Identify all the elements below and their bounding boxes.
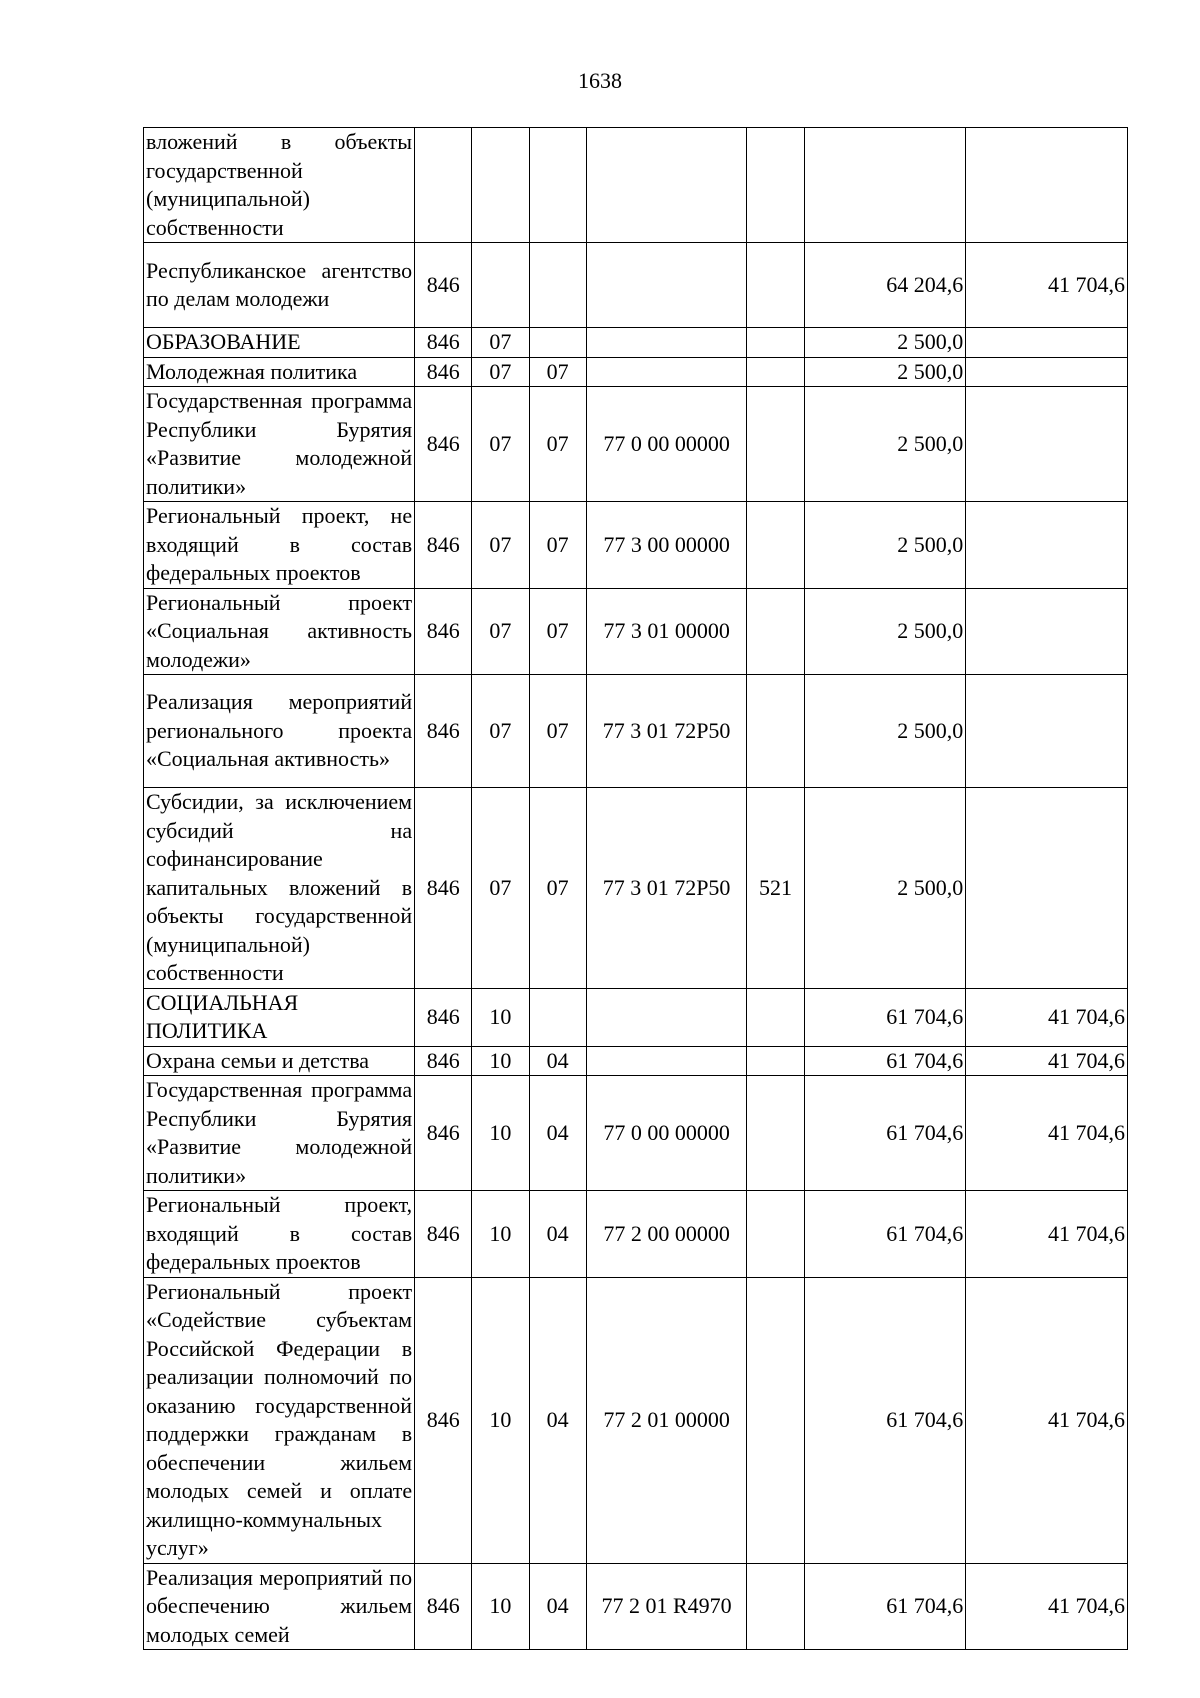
table-row <box>144 243 1128 328</box>
expense-type-cell <box>747 1191 804 1278</box>
target-article-cell <box>586 128 747 243</box>
ministry-code-cell: 846 <box>415 675 472 788</box>
table-row <box>144 1191 1128 1278</box>
target-article-cell: 77 3 01 72Р50 <box>586 788 747 989</box>
expense-type-cell <box>747 1046 804 1076</box>
amount-1-cell: 61 704,6 <box>804 1191 966 1278</box>
ministry-code-cell: 846 <box>415 788 472 989</box>
subsection-code-cell: 07 <box>529 788 586 989</box>
expense-type-cell <box>747 1563 804 1650</box>
expense-type-cell <box>747 387 804 502</box>
table-row <box>144 588 1128 675</box>
subsection-code-cell: 04 <box>529 1191 586 1278</box>
ministry-code-cell: 846 <box>415 988 472 1046</box>
amount-1-cell: 61 704,6 <box>804 988 966 1046</box>
amount-1-cell: 61 704,6 <box>804 1563 966 1650</box>
subsection-code-cell <box>529 128 586 243</box>
amount-2-cell <box>966 588 1128 675</box>
expense-type-cell <box>747 675 804 788</box>
ministry-code-cell: 846 <box>415 1277 472 1563</box>
target-article-cell: 77 0 00 00000 <box>586 387 747 502</box>
amount-1-cell: 61 704,6 <box>804 1277 966 1563</box>
amount-1-cell: 2 500,0 <box>804 387 966 502</box>
ministry-code-cell <box>415 128 472 243</box>
amount-1-cell: 61 704,6 <box>804 1076 966 1191</box>
section-code-cell: 07 <box>472 588 529 675</box>
amount-2-cell <box>966 387 1128 502</box>
target-article-cell: 77 3 00 00000 <box>586 502 747 589</box>
target-article-cell: 77 3 01 00000 <box>586 588 747 675</box>
row-name-cell: Субсидии, за исключением субсидий на софинансирование капитальных вложений в объекты государственной (муниципальной) собственности <box>144 788 415 989</box>
table-row <box>144 357 1128 387</box>
target-article-cell: 77 0 00 00000 <box>586 1076 747 1191</box>
subsection-code-cell: 07 <box>529 357 586 387</box>
ministry-code-cell: 846 <box>415 1191 472 1278</box>
subsection-code-cell: 04 <box>529 1563 586 1650</box>
expense-type-cell <box>747 328 804 358</box>
row-name-cell: Региональный проект, не входящий в состав федеральных проектов <box>144 502 415 589</box>
ministry-code-cell: 846 <box>415 357 472 387</box>
subsection-code-cell: 07 <box>529 387 586 502</box>
amount-1-cell: 2 500,0 <box>804 328 966 358</box>
subsection-code-cell: 07 <box>529 502 586 589</box>
row-name-cell: Региональный проект «Содействие субъектам Российской Федерации в реализации полномочий по оказанию государственной поддержки гражданам в обеспечении жильем молодых семей и оплате жилищно-коммунальных услуг» <box>144 1277 415 1563</box>
section-code-cell: 07 <box>472 788 529 989</box>
table-row <box>144 675 1128 788</box>
subsection-code-cell: 04 <box>529 1076 586 1191</box>
target-article-cell: 77 2 01 00000 <box>586 1277 747 1563</box>
amount-1-cell: 61 704,6 <box>804 1046 966 1076</box>
row-name-cell: вложений в объекты государственной (муниципальной) собственности <box>144 128 415 243</box>
amount-2-cell: 41 704,6 <box>966 1277 1128 1563</box>
table-row <box>144 502 1128 589</box>
target-article-cell <box>586 988 747 1046</box>
expense-type-cell <box>747 502 804 589</box>
section-code-cell: 07 <box>472 328 529 358</box>
row-name-cell: Республиканское агентство по делам молодежи <box>144 243 415 328</box>
expense-type-cell <box>747 988 804 1046</box>
amount-1-cell: 2 500,0 <box>804 788 966 989</box>
table-row <box>144 988 1128 1046</box>
amount-2-cell <box>966 328 1128 358</box>
amount-2-cell <box>966 788 1128 989</box>
expense-type-cell <box>747 588 804 675</box>
row-name-cell: Региональный проект «Социальная активность молодежи» <box>144 588 415 675</box>
subsection-code-cell: 04 <box>529 1277 586 1563</box>
section-code-cell: 07 <box>472 502 529 589</box>
table-row <box>144 128 1128 243</box>
amount-1-cell: 64 204,6 <box>804 243 966 328</box>
section-code-cell: 07 <box>472 387 529 502</box>
section-code-cell: 10 <box>472 1046 529 1076</box>
ministry-code-cell: 846 <box>415 1563 472 1650</box>
ministry-code-cell: 846 <box>415 502 472 589</box>
expense-type-cell <box>747 357 804 387</box>
subsection-code-cell: 07 <box>529 675 586 788</box>
subsection-code-cell: 07 <box>529 588 586 675</box>
section-code-cell <box>472 128 529 243</box>
target-article-cell: 77 2 00 00000 <box>586 1191 747 1278</box>
ministry-code-cell: 846 <box>415 387 472 502</box>
table-row <box>144 1277 1128 1563</box>
ministry-code-cell: 846 <box>415 243 472 328</box>
page-number: 1638 <box>578 68 622 93</box>
section-code-cell: 10 <box>472 1191 529 1278</box>
amount-2-cell: 41 704,6 <box>966 1076 1128 1191</box>
row-name-cell: Государственная программа Республики Бурятия «Развитие молодежной политики» <box>144 387 415 502</box>
row-name-cell: СОЦИАЛЬНАЯ ПОЛИТИКА <box>144 988 415 1046</box>
target-article-cell: 77 2 01 R4970 <box>586 1563 747 1650</box>
ministry-code-cell: 846 <box>415 588 472 675</box>
row-name-cell: Реализация мероприятий регионального проекта «Социальная активность» <box>144 675 415 788</box>
amount-1-cell: 2 500,0 <box>804 357 966 387</box>
table-row <box>144 1046 1128 1076</box>
target-article-cell <box>586 1046 747 1076</box>
row-name-cell: Реализация мероприятий по обеспечению жильем молодых семей <box>144 1563 415 1650</box>
amount-2-cell <box>966 128 1128 243</box>
expense-type-cell: 521 <box>747 788 804 989</box>
subsection-code-cell: 04 <box>529 1046 586 1076</box>
target-article-cell <box>586 243 747 328</box>
subsection-code-cell <box>529 988 586 1046</box>
amount-1-cell: 2 500,0 <box>804 502 966 589</box>
target-article-cell <box>586 357 747 387</box>
table-row <box>144 387 1128 502</box>
amount-2-cell: 41 704,6 <box>966 1563 1128 1650</box>
budget-table-body <box>144 128 1128 1650</box>
section-code-cell: 10 <box>472 1277 529 1563</box>
table-row <box>144 1563 1128 1650</box>
row-name-cell: Молодежная политика <box>144 357 415 387</box>
amount-2-cell: 41 704,6 <box>966 243 1128 328</box>
row-name-cell: Государственная программа Республики Бурятия «Развитие молодежной политики» <box>144 1076 415 1191</box>
subsection-code-cell <box>529 243 586 328</box>
section-code-cell <box>472 243 529 328</box>
amount-1-cell: 2 500,0 <box>804 588 966 675</box>
section-code-cell: 10 <box>472 988 529 1046</box>
amount-2-cell <box>966 502 1128 589</box>
section-code-cell: 07 <box>472 357 529 387</box>
row-name-cell: Региональный проект, входящий в состав федеральных проектов <box>144 1191 415 1278</box>
ministry-code-cell: 846 <box>415 1046 472 1076</box>
target-article-cell: 77 3 01 72Р50 <box>586 675 747 788</box>
expense-type-cell <box>747 1277 804 1563</box>
expense-type-cell <box>747 243 804 328</box>
target-article-cell <box>586 328 747 358</box>
table-row <box>144 328 1128 358</box>
section-code-cell: 10 <box>472 1076 529 1191</box>
section-code-cell: 10 <box>472 1563 529 1650</box>
amount-2-cell: 41 704,6 <box>966 988 1128 1046</box>
ministry-code-cell: 846 <box>415 1076 472 1191</box>
expense-type-cell <box>747 128 804 243</box>
row-name-cell: ОБРАЗОВАНИЕ <box>144 328 415 358</box>
expense-type-cell <box>747 1076 804 1191</box>
amount-1-cell <box>804 128 966 243</box>
row-name-cell: Охрана семьи и детства <box>144 1046 415 1076</box>
amount-2-cell: 41 704,6 <box>966 1046 1128 1076</box>
amount-1-cell: 2 500,0 <box>804 675 966 788</box>
ministry-code-cell: 846 <box>415 328 472 358</box>
budget-table <box>143 127 1128 1650</box>
table-row <box>144 788 1128 989</box>
section-code-cell: 07 <box>472 675 529 788</box>
table-row <box>144 1076 1128 1191</box>
amount-2-cell: 41 704,6 <box>966 1191 1128 1278</box>
amount-2-cell <box>966 675 1128 788</box>
amount-2-cell <box>966 357 1128 387</box>
subsection-code-cell <box>529 328 586 358</box>
